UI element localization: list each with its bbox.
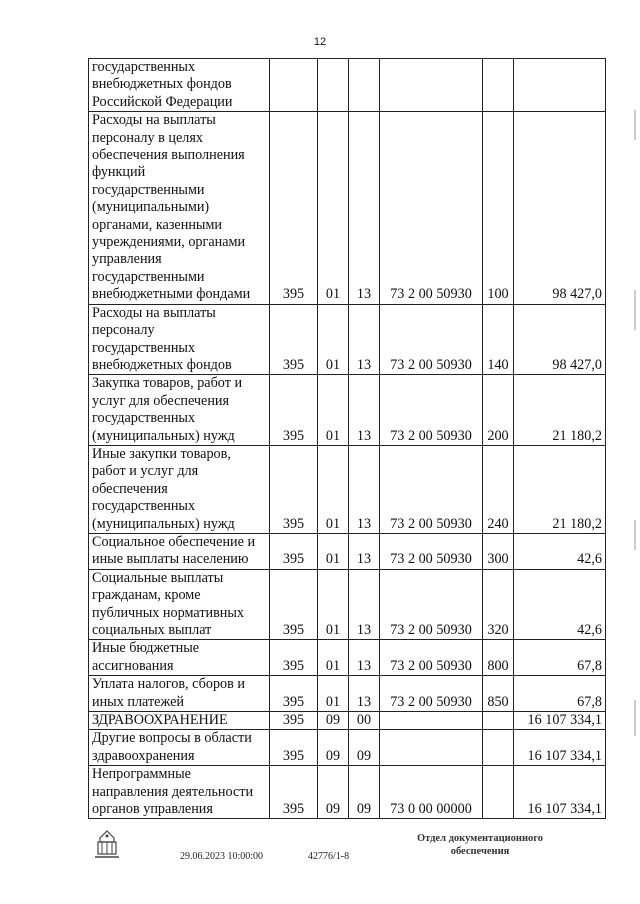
scan-artifact (634, 290, 636, 330)
row-subsection-code: 09 (349, 730, 380, 766)
row-name: Иные бюджетные ассигнования (89, 640, 270, 676)
row-name: ЗДРАВООХРАНЕНИЕ (89, 712, 270, 730)
row-ministry-code: 395 (270, 766, 318, 819)
table-row (89, 640, 606, 676)
scan-artifact (634, 700, 636, 736)
table-row (89, 569, 606, 640)
table-row (89, 676, 606, 712)
row-ministry-code: 395 (270, 640, 318, 676)
row-target-item-code: 73 2 00 50930 (380, 375, 483, 446)
table-row (89, 533, 606, 569)
row-target-item-code: 73 2 00 50930 (380, 533, 483, 569)
row-ministry-code: 395 (270, 712, 318, 730)
row-expense-type-code: 300 (483, 533, 514, 569)
row-section-code: 01 (318, 304, 349, 375)
row-expense-type-code (483, 712, 514, 730)
row-target-item-code (380, 730, 483, 766)
emblem-logo-icon (90, 828, 124, 862)
table-row (89, 445, 606, 533)
row-amount: 67,8 (514, 640, 606, 676)
row-section-code (318, 59, 349, 112)
row-section-code: 01 (318, 445, 349, 533)
row-expense-type-code: 240 (483, 445, 514, 533)
row-section-code: 01 (318, 533, 349, 569)
row-amount (514, 59, 606, 112)
stamp-line-2: обеспечения (450, 846, 510, 857)
footer-doc-number: 42776/1-8 (308, 851, 350, 862)
row-ministry-code: 395 (270, 445, 318, 533)
stamp-line-1: Отдел документационного (416, 833, 544, 844)
row-ministry-code: 395 (270, 375, 318, 446)
row-subsection-code: 13 (349, 569, 380, 640)
row-subsection-code: 13 (349, 304, 380, 375)
row-subsection-code: 13 (349, 676, 380, 712)
row-subsection-code: 13 (349, 445, 380, 533)
row-expense-type-code (483, 59, 514, 112)
row-target-item-code (380, 712, 483, 730)
row-name: Иные закупки товаров, работ и услуг для обеспечения государственных (муниципальных) нужд (89, 445, 270, 533)
row-ministry-code: 395 (270, 533, 318, 569)
row-expense-type-code: 100 (483, 112, 514, 304)
row-amount: 98 427,0 (514, 112, 606, 304)
row-expense-type-code: 200 (483, 375, 514, 446)
row-expense-type-code: 320 (483, 569, 514, 640)
row-section-code: 01 (318, 569, 349, 640)
row-ministry-code (270, 59, 318, 112)
row-name: Другие вопросы в области здравоохранения (89, 730, 270, 766)
row-name: государственных внебюджетных фондов Российской Федерации (89, 59, 270, 112)
row-section-code: 01 (318, 112, 349, 304)
footer-date: 29.06.2023 10:00:00 (180, 851, 264, 862)
row-name: Расходы на выплаты персоналу государственных внебюджетных фондов (89, 304, 270, 375)
row-expense-type-code: 140 (483, 304, 514, 375)
table-row (89, 730, 606, 766)
row-target-item-code: 73 0 00 00000 (380, 766, 483, 819)
row-subsection-code (349, 59, 380, 112)
row-ministry-code: 395 (270, 304, 318, 375)
row-target-item-code (380, 59, 483, 112)
row-expense-type-code: 850 (483, 676, 514, 712)
scan-artifact (634, 520, 636, 550)
row-ministry-code: 395 (270, 112, 318, 304)
row-target-item-code: 73 2 00 50930 (380, 676, 483, 712)
budget-table (88, 58, 606, 819)
row-name: Социальное обеспечение и иные выплаты населению (89, 533, 270, 569)
row-subsection-code: 09 (349, 766, 380, 819)
row-ministry-code: 395 (270, 676, 318, 712)
row-amount: 67,8 (514, 676, 606, 712)
table-row (89, 112, 606, 304)
table-row (89, 712, 606, 730)
row-amount: 16 107 334,1 (514, 730, 606, 766)
table-row (89, 375, 606, 446)
row-target-item-code: 73 2 00 50930 (380, 112, 483, 304)
row-target-item-code: 73 2 00 50930 (380, 569, 483, 640)
table-row (89, 304, 606, 375)
scan-artifact (634, 110, 636, 140)
row-name: Социальные выплаты гражданам, кроме публичных нормативных социальных выплат (89, 569, 270, 640)
row-section-code: 09 (318, 712, 349, 730)
row-ministry-code: 395 (270, 730, 318, 766)
row-expense-type-code: 800 (483, 640, 514, 676)
row-name: Уплата налогов, сборов и иных платежей (89, 676, 270, 712)
row-amount: 16 107 334,1 (514, 712, 606, 730)
page-number: 12 (313, 36, 327, 48)
row-target-item-code: 73 2 00 50930 (380, 304, 483, 375)
row-section-code: 01 (318, 640, 349, 676)
row-amount: 21 180,2 (514, 375, 606, 446)
row-amount: 98 427,0 (514, 304, 606, 375)
table-row (89, 59, 606, 112)
row-name: Непрограммные направления деятельности органов управления (89, 766, 270, 819)
table-row (89, 766, 606, 819)
row-amount: 42,6 (514, 533, 606, 569)
row-ministry-code: 395 (270, 569, 318, 640)
row-amount: 21 180,2 (514, 445, 606, 533)
row-amount: 16 107 334,1 (514, 766, 606, 819)
department-stamp (395, 832, 565, 858)
row-section-code: 01 (318, 375, 349, 446)
row-target-item-code: 73 2 00 50930 (380, 640, 483, 676)
row-name: Расходы на выплаты персоналу в целях обеспечения выполнения функций государственными (муниципальными) органами, казенными учреждениями, органами управления государственными внебюджетными фондами (89, 112, 270, 304)
row-amount: 42,6 (514, 569, 606, 640)
row-target-item-code: 73 2 00 50930 (380, 445, 483, 533)
row-section-code: 09 (318, 730, 349, 766)
row-section-code: 01 (318, 676, 349, 712)
row-expense-type-code (483, 730, 514, 766)
row-subsection-code: 13 (349, 640, 380, 676)
row-name: Закупка товаров, работ и услуг для обеспечения государственных (муниципальных) нужд (89, 375, 270, 446)
row-section-code: 09 (318, 766, 349, 819)
row-subsection-code: 00 (349, 712, 380, 730)
row-subsection-code: 13 (349, 533, 380, 569)
row-subsection-code: 13 (349, 375, 380, 446)
row-expense-type-code (483, 766, 514, 819)
row-subsection-code: 13 (349, 112, 380, 304)
